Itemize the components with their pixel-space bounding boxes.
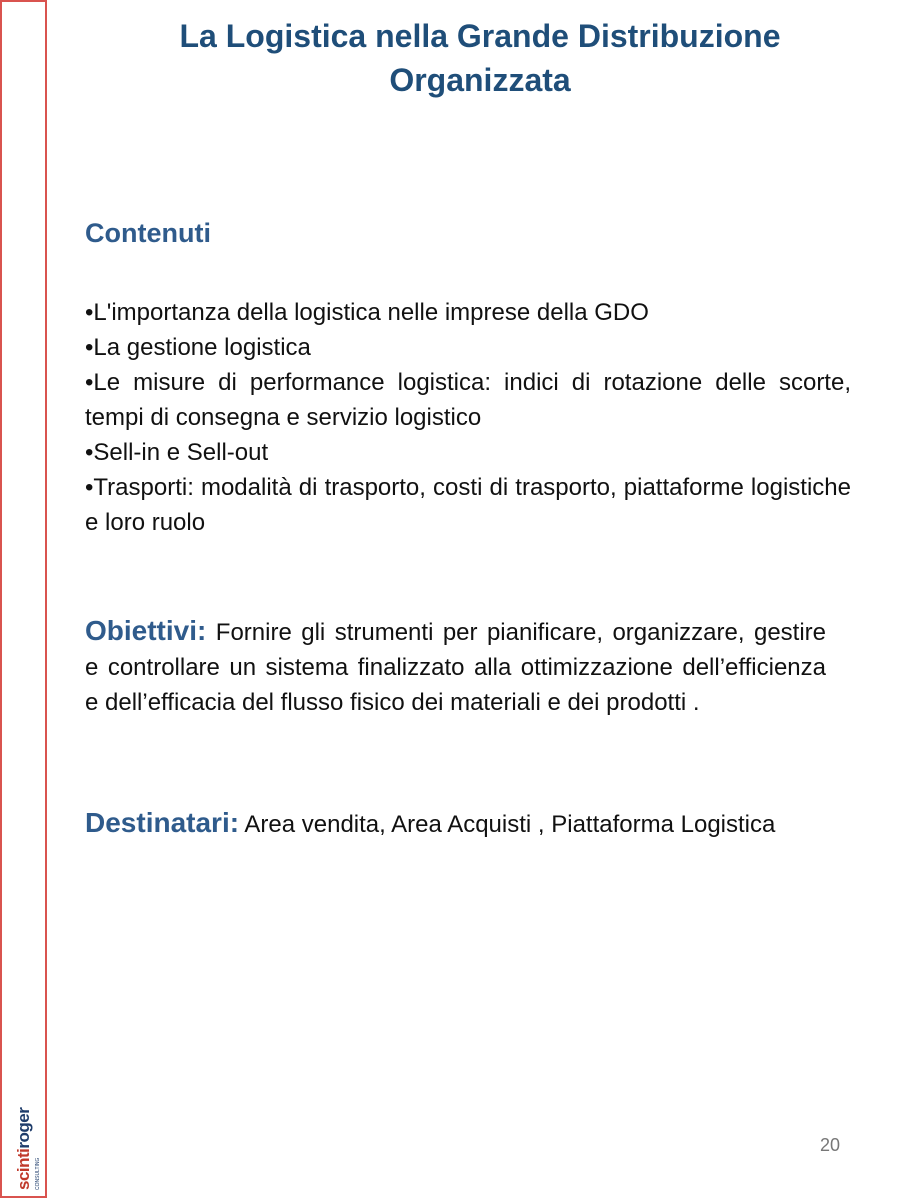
list-item: •Sell-in e Sell-out [85,439,269,466]
list-item: •L'importanza della logistica nelle imprese della GDO [85,299,649,326]
list-item: •Trasporti: modalità di trasporto, costi di trasporto, piattaforme logistiche e loro ruolo [85,474,851,536]
logo-part-2: roger [14,1107,33,1149]
destinatari-label: Destinatari: [85,807,240,838]
destinatari-text: Area vendita, Area Acquisti , Piattaforma Logistica [244,811,776,838]
logo-subtitle: CONSULTING [35,1157,41,1190]
obiettivi-text: Fornire gli strumenti per pianificare, organizzare, gestire e controllare un sistema finalizzato alla ottimizzazione dell’efficienza e dell’efficacia del flusso fisico dei materiali e dei prodotti . [85,619,827,716]
contents-list [85,295,851,540]
side-border-frame [0,0,47,1198]
page-title: La Logistica nella Grande Distribuzione Organizzata [179,18,781,98]
list-item: •Le misure di performance logistica: indici di rotazione delle scorte, tempi di consegna e servizio logistico [85,369,851,431]
contenuti-heading: Contenuti [85,218,211,248]
page-number: 20 [820,1135,841,1155]
obiettivi-paragraph [85,613,826,720]
list-item: •La gestione logistica [85,334,311,361]
obiettivi-label: Obiettivi: [85,615,207,646]
company-logo [2,1085,46,1190]
logo-part-1: scinti [14,1148,33,1190]
destinatari-paragraph [85,805,851,842]
